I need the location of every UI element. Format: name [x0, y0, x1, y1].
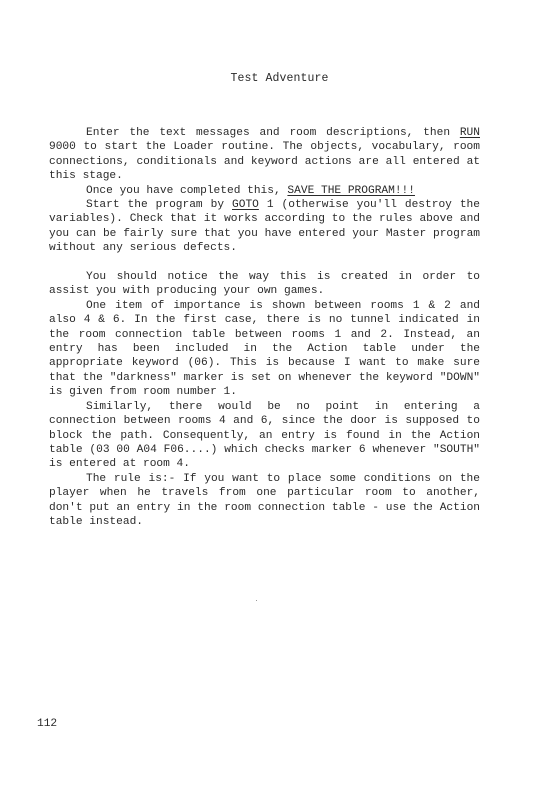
save-program-instruction: SAVE THE PROGRAM!!! — [287, 184, 415, 197]
run-command: RUN — [459, 127, 480, 139]
paragraph-save-program — [49, 184, 480, 198]
paragraph-text: You should notice the way this is created in order to assist you with producing your own games. — [49, 271, 480, 298]
paragraph-rule — [49, 472, 480, 530]
scan-speck — [256, 600, 257, 601]
paragraph-similarly — [49, 400, 480, 472]
paragraph-text: 9000 to start the Loader routine. The objects, vocabulary, room connections, conditionals and keyword actions are all entered at this stage. — [49, 141, 480, 183]
paragraph-text: 1 (otherwise you'll destroy the variables). Check that it works according to the rules above and you can be fairly sure that you have entered your Master program without any serious defects. — [49, 199, 480, 255]
paragraph-text: Start the program by — [86, 199, 233, 212]
paragraph-text: The rule is:- If you want to place some conditions on the player when he travels from one particular room to another, don't put an entry in the room connection table - use the Action table instead. — [49, 472, 480, 528]
paragraph-item-of-importance — [49, 299, 480, 400]
paragraph-text: One item of importance is shown between rooms 1 & 2 and also 4 & 6. In the first case, there is no tunnel indicated in the room connection table between rooms 1 and 2. Instead, an entry has been included in the Action table under the appropriate keyword (06). This is because I want to make sure that the "darkness" marker is set on whenever the keyword "DOWN" is given from room number 1. — [49, 299, 480, 399]
paragraph-notice — [49, 270, 480, 299]
page-title: Test Adventure — [230, 72, 329, 85]
paragraph-run-loader — [49, 126, 480, 184]
paragraph-start-program — [49, 198, 480, 256]
page-number: 112 — [37, 718, 58, 730]
goto-command: GOTO — [232, 199, 259, 212]
body-text — [49, 126, 480, 529]
paragraph-text: Similarly, there would be no point in entering a connection between rooms 4 and 6, since the door is supposed to block the path. Consequently, an entry is found in the Action table (03 00 A04 F06....) which checks marker 6 whenever "SOUTH" is entered at room 4. — [49, 400, 480, 471]
paragraph-spacer — [49, 256, 480, 270]
paragraph-text: Enter the text messages and room descriptions, then — [86, 127, 460, 139]
paragraph-text: Once you have completed this, — [86, 184, 288, 197]
